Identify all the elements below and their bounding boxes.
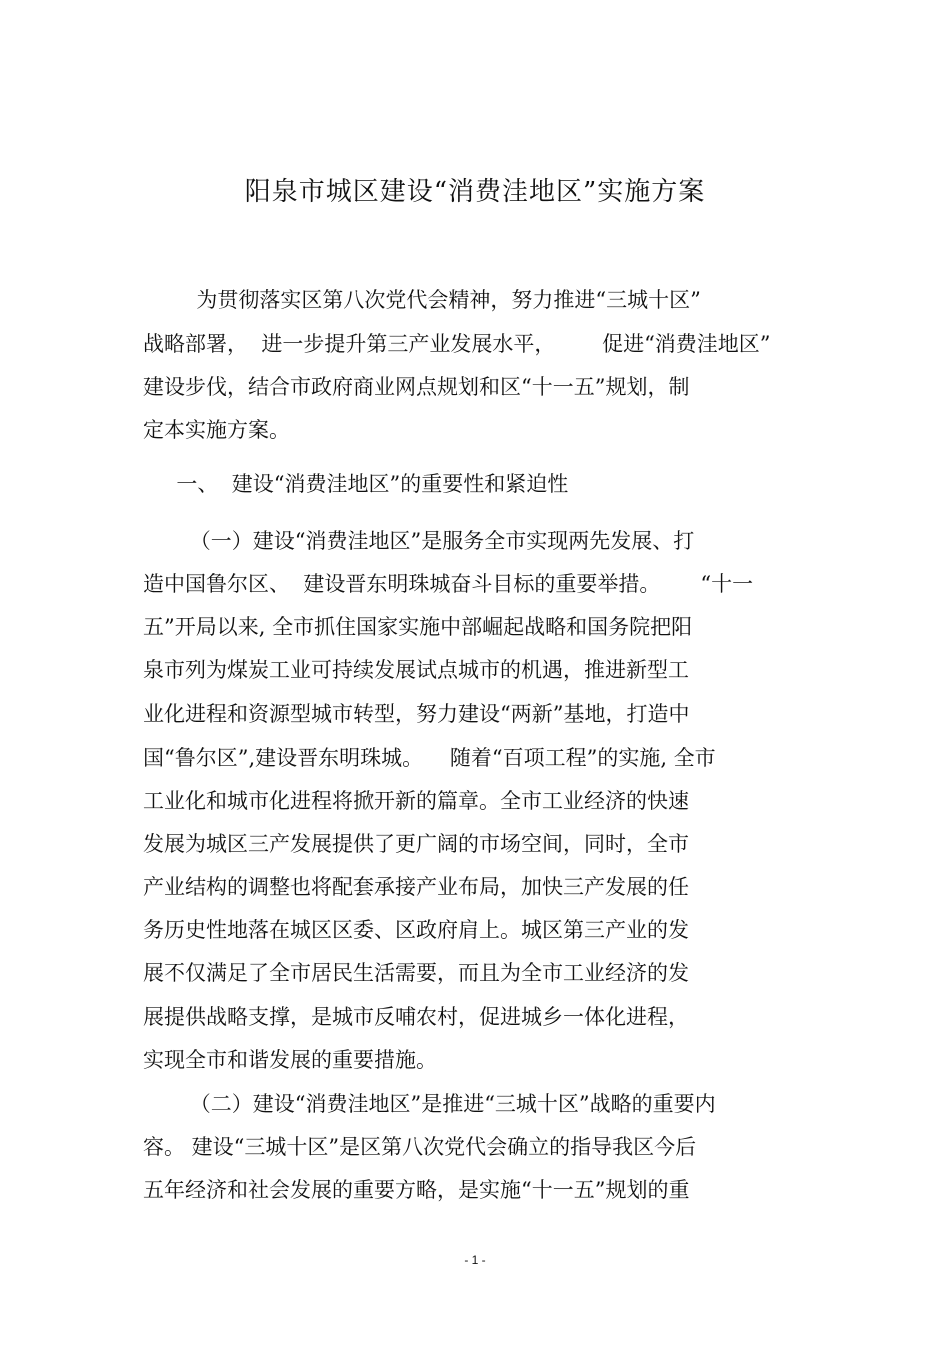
paragraph-line: 务历史性地落在城区区委、区政府肩上。城区第三产业的发	[143, 918, 689, 942]
paragraph-line: 五年经济和社会发展的重要方略，是实施“十一五”规划的重	[143, 1178, 690, 1202]
paragraph-line: 实现全市和谐发展的重要措施。	[143, 1048, 437, 1072]
paragraph-line: 业化进程和资源型城市转型，努力建设“两新”基地，打造中	[143, 702, 690, 726]
paragraph-line: 国“鲁尔区”,建设晋东明珠城。 随着“百项工程”的实施, 全市	[143, 746, 716, 770]
paragraph-line: 战略部署， 进一步提升第三产业发展水平， 促进“消费洼地区”	[143, 332, 771, 356]
page-number: - 1 -	[464, 1253, 486, 1267]
paragraph-line: 工业化和城市化进程将掀开新的篇章。全市工业经济的快速	[143, 789, 689, 813]
paragraph-line: 泉市列为煤炭工业可持续发展试点城市的机遇，推进新型工	[143, 658, 689, 682]
paragraph-line: 发展为城区三产发展提供了更广阔的市场空间，同时，全市	[143, 832, 689, 856]
paragraph-line: 定本实施方案。	[143, 418, 290, 442]
paragraph-line: 五”开局以来, 全市抓住国家实施中部崛起战略和国务院把阳	[143, 615, 693, 639]
paragraph-line: 产业结构的调整也将配套承接产业布局，加快三产发展的任	[143, 875, 689, 899]
paragraph-line: 展不仅满足了全市居民生活需要，而且为全市工业经济的发	[143, 961, 689, 985]
section-heading: 一、 建设“消费洼地区”的重要性和紧迫性	[143, 472, 569, 496]
paragraph-line: （二）建设“消费洼地区”是推进“三城十区”战略的重要内	[143, 1092, 716, 1116]
page-title: 阳泉市城区建设“消费洼地区”实施方案	[244, 177, 706, 207]
paragraph-line: 建设步伐，结合市政府商业网点规划和区“十一五”规划，制	[143, 375, 690, 399]
paragraph-line: （一）建设“消费洼地区”是服务全市实现两先发展、打	[143, 529, 695, 553]
paragraph-line: 容。 建设“三城十区”是区第八次党代会确立的指导我区今后	[143, 1135, 697, 1159]
paragraph-line: 为贯彻落实区第八次党代会精神，努力推进“三城十区”	[143, 288, 701, 312]
paragraph-line: 造中国鲁尔区、 建设晋东明珠城奋斗目标的重要举措。 “十一	[143, 572, 754, 596]
paragraph-line: 展提供战略支撑，是城市反哺农村，促进城乡一体化进程，	[143, 1005, 689, 1029]
